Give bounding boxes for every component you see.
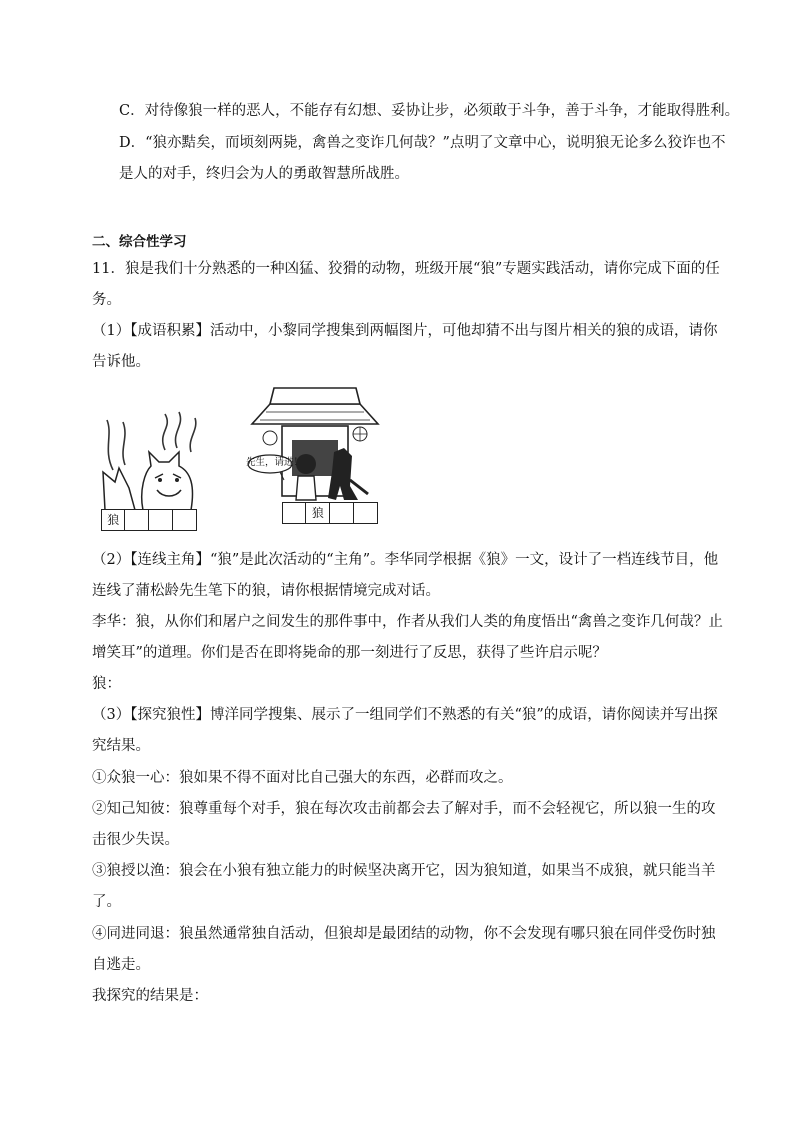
part2-line1: （2）【连线主角】“狼”是此次活动的“主角”。李华同学根据《狼》一文，设计了一档连线节目，他 xyxy=(92,552,719,568)
part3-line1: （3）【探究狼性】博洋同学搜集、展示了一组同学们不熟悉的有关“狼”的成语，请你阅读并写出探 xyxy=(92,707,718,723)
part2-wolf-label: 狼： xyxy=(92,676,121,692)
idiom-box xyxy=(148,509,173,531)
section-heading: 二、综合性学习 xyxy=(92,234,187,250)
option-d-line2: 是人的对手，终归会为人的勇敢智慧所战胜。 xyxy=(119,166,409,182)
idiom-box xyxy=(172,509,197,531)
idiom-item-2-line2: 击很少失误。 xyxy=(92,832,179,848)
idiom-item-2-line1: ②知己知彼：狼尊重每个对手，狼在每次攻击前都会去了解对手，而不会轻视它，所以狼一生的攻 xyxy=(92,801,716,817)
speech-bubble-text: 先生，请进！ xyxy=(246,457,304,468)
question-11-line2: 务。 xyxy=(92,292,121,308)
idiom-box xyxy=(329,502,354,524)
idiom-item-4-line1: ④同进同退：狼虽然通常独自活动，但狼却是最团结的动物，你不会发现有哪只狼在同伴受伤时独 xyxy=(92,926,716,942)
question-11-line1: 11．狼是我们十分熟悉的一种凶猛、狡猾的动物，班级开展“狼”专题实践活动，请你完成下面的任 xyxy=(92,261,720,277)
idiom-item-1: ①众狼一心：狼如果不得不面对比自己强大的东西，必群而攻之。 xyxy=(92,770,513,786)
part1-line1: （1）【成语积累】活动中，小黎同学搜集到两幅图片，可他却猜不出与图片相关的狼的成语，请你 xyxy=(92,323,718,339)
idiom-boxes-2 xyxy=(283,502,378,524)
part2-line3: 李华：狼，从你们和屠户之间发生的那件事中，作者从我们人类的角度悟出“禽兽之变诈几何哉？止 xyxy=(92,614,723,630)
result-prompt: 我探究的结果是： xyxy=(92,988,208,1004)
part2-line2: 连线了蒲松龄先生笔下的狼，请你根据情境完成对话。 xyxy=(92,583,440,599)
option-c: C．对待像狼一样的恶人，不能存有幻想、妥协让步，必须敢于斗争，善于斗争，才能取得胜利。 xyxy=(119,103,740,119)
idiom-item-3-line2: 了。 xyxy=(92,894,121,910)
idiom-item-3-line1: ③狼授以渔：狼会在小狼有独立能力的时候坚决离开它，因为狼知道，如果当不成狼，就只能当羊 xyxy=(92,863,716,879)
idiom-item-4-line2: 自逃走。 xyxy=(92,957,150,973)
option-d-line1: D．“狼亦黠矣，而顷刻两毙，禽兽之变诈几何哉？”点明了文章中心，说明狼无论多么狡诈也不 xyxy=(119,135,726,151)
idiom-box: 狼 xyxy=(305,502,330,524)
idiom-box xyxy=(353,502,378,524)
idiom-box xyxy=(282,502,307,524)
idiom-boxes-1 xyxy=(102,509,197,531)
part1-line2: 告诉他。 xyxy=(92,354,150,370)
idiom-box: 狼 xyxy=(101,509,126,531)
idiom-box xyxy=(124,509,149,531)
part2-line4: 增笑耳”的道理。你们是否在即将毙命的那一刻进行了反思，获得了些许启示呢？ xyxy=(92,645,607,661)
part3-line2: 究结果。 xyxy=(92,738,150,754)
